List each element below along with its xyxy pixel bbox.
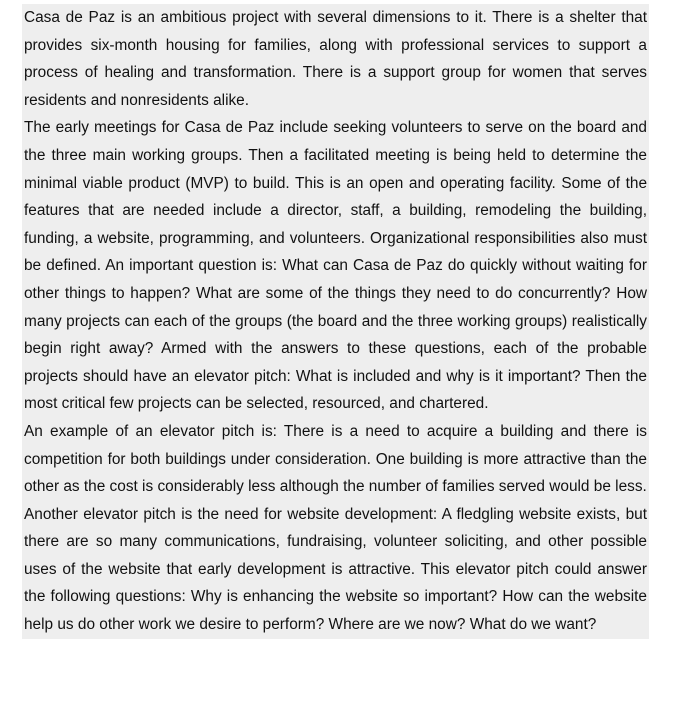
document-body — [22, 4, 649, 639]
paragraph-website-pitch: Another elevator pitch is the need for website development: A fledgling website exists, but there are so many communications, fundraising, volunteer soliciting, and other possible uses of the website that early development is attractive. This elevator pitch could answer the following questions: Why is enhancing the website so important? How can the website help us do other work we desire to perform? Where are we now? What do we want? — [24, 505, 647, 634]
paragraph-shelter-overview: Casa de Paz is an ambitious project with several dimensions to it. There is a shelter that provides six-month housing for families, along with professional services to support a process of healing and transformation. There is a support group for women that serves residents and nonresidents alike. — [24, 9, 647, 109]
paragraph-building-pitch: An example of an elevator pitch is: There is a need to acquire a building and there is competition for both buildings under consideration. One building is more attractive than the other as the cost is considerably less although the number of families served would be less. — [24, 422, 647, 496]
paragraph-early-meetings: The early meetings for Casa de Paz include seeking volunteers to serve on the board and the three main working groups. Then a facilitated meeting is being held to determine the minimal viable product (MVP) to build. This is an open and operating facility. Some of the features that are needed include a director, staff, a building, remodeling the building, funding, a website, programming, and volunteers. Organizational responsibilities also must be defined. An important question is: What can Casa de Paz do quickly without waiting for other things to happen? What are some of the things they need to do concurrently? How many projects can each of the groups (the board and the three working groups) realistically begin right away? Armed with the answers to these questions, each of the probable projects should have an elevator pitch: What is included and why is it important? Then the most critical few projects can be selected, resourced, and chartered. — [24, 119, 647, 413]
